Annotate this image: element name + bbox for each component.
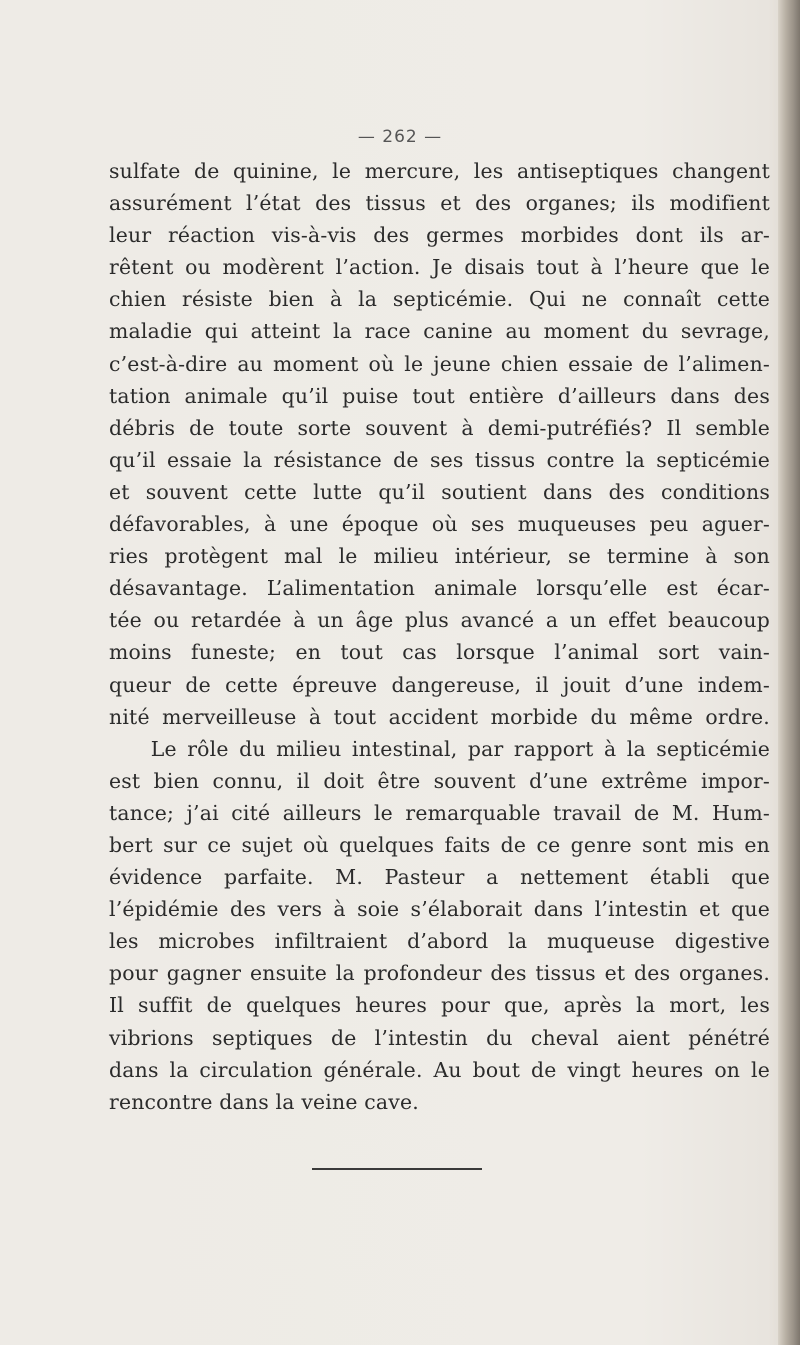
text-line: sulfate de quinine, le mercure, les antiseptiques changent [109,159,770,183]
text-line: défavorables, à une époque où ses muqueuses peu aguer- [109,512,770,537]
text-line: tée ou retardée à un âge plus avancé a un effet beaucoup [109,608,770,633]
text-line: l’épidémie des vers à soie s’élaborait dans l’intestin et que [109,897,770,922]
text-line: ries protègent mal le milieu intérieur, se termine à son [109,544,770,569]
text-line: rencontre dans la veine cave. [109,1089,419,1114]
text-line: et souvent cette lutte qu’il soutient dans des conditions [109,479,770,504]
text-line: évidence parfaite. M. Pasteur a nettement établi que [109,865,770,890]
text-line: vibrions septiques de l’intestin du cheval aient pénétré [109,1025,770,1050]
text-line: nité merveilleuse à tout accident morbide du même ordre. [109,704,770,729]
text-line: leur réaction vis-à-vis des germes morbides dont ils ar- [109,223,770,248]
text-line: débris de toute sorte souvent à demi-putréfiés? Il semble [109,415,770,440]
text-line: les microbes infiltraient d’abord la muqueuse digestive [109,929,770,954]
text-line: pour gagner ensuite la profondeur des tissus et des organes. [109,961,770,986]
text-line: tance; j’ai cité ailleurs le remarquable travail de M. Hum- [109,800,770,825]
text-line: est bien connu, il doit être souvent d’une extrême impor- [109,768,770,793]
body-text [109,155,770,1118]
text-line: maladie qui atteint la race canine au moment du sevrage, [109,319,770,344]
text-line: qu’il essaie la résistance de ses tissus contre la septicémie [109,447,770,472]
text-line: moins funeste; en tout cas lorsque l’animal sort vain- [109,640,770,665]
text-line: c’est-à-dire au moment où le jeune chien essaie de l’alimen- [109,351,770,376]
text-line: chien résiste bien à la septicémie. Qui ne connaît cette [109,287,770,312]
text-line: bert sur ce sujet où quelques faits de ce genre sont mis en [109,832,770,857]
page-edge-shadow [778,0,800,1345]
end-rule [312,1168,482,1170]
page-number: — 262 — [357,127,443,147]
text-line: rêtent ou modèrent l’action. Je disais tout à l’heure que le [109,255,770,280]
text-line: tation animale qu’il puise tout entière d’ailleurs dans des [109,383,770,408]
text-line: désavantage. L’alimentation animale lorsqu’elle est écar- [109,576,770,601]
text-line: assurément l’état des tissus et des organes; ils modifient [109,191,770,216]
text-line: Le rôle du milieu intestinal, par rapport à la septicémie [109,736,770,761]
text-line: queur de cette épreuve dangereuse, il jouit d’une indem- [109,672,770,697]
text-line: Il suffit de quelques heures pour que, après la mort, les [109,993,770,1018]
text-line: dans la circulation générale. Au bout de vingt heures on le [109,1057,770,1082]
